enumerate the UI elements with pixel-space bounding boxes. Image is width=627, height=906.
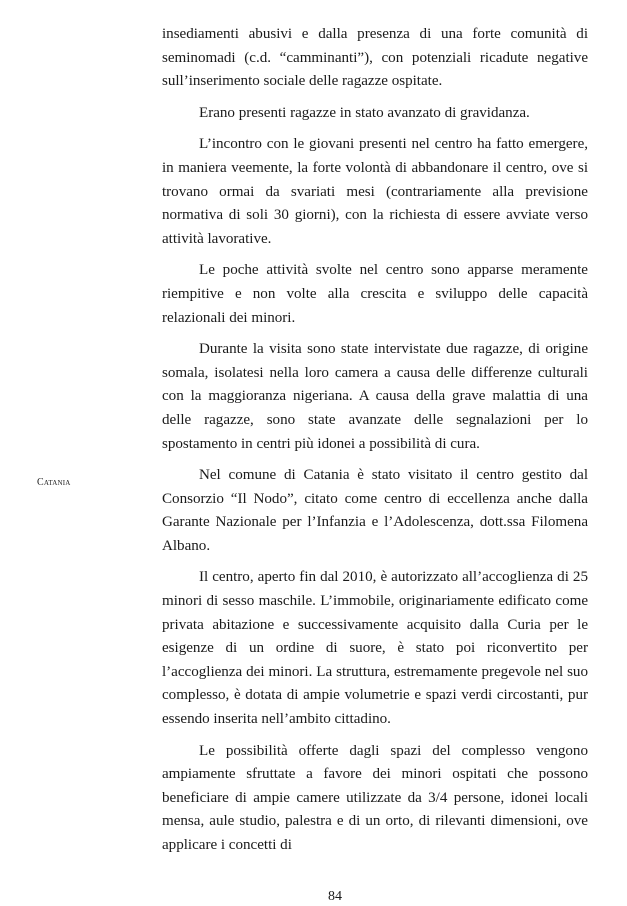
page-number: 84 (328, 889, 342, 904)
paragraph: Le possibilità offerte dagli spazi del complesso vengono ampiamente sfruttate a favore dei minori ospitati che possono beneficiare di ampie camere utilizzate da 3/4 persone, idonei locali mensa, aule studio, palestra e di un orto, di rilevanti dimensioni, ove applicare i concetti di (162, 742, 588, 853)
paragraph-catania-intro: Nel comune di Catania è stato visitato il centro gestito dal Consorzio “Il Nodo”, citato come centro di eccellenza anche dalla Garante Nazionale per l’Infanzia e l’Adolescenza, dott.ssa Filomena Albano. (162, 467, 588, 554)
paragraph: Il centro, aperto fin dal 2010, è autorizzato all’accoglienza di 25 minori di sesso maschile. L’immobile, originariamente edificato come privata abitazione e successivamente acquisito dalla Curia per le esigenze di un ordine di suore, è stato poi riconvertito per l’accoglienza dei minori. La struttura, estremamente pregevole nel suo complesso, è dotata di ampie volumetrie e spazi verdi circostanti, pur essendo inserita nell’ambito cittadino. (162, 569, 588, 728)
paragraph: Le poche attività svolte nel centro sono apparse meramente riempitive e non volte alla crescita e sviluppo delle capacità relazionali dei minori. (162, 262, 588, 326)
text-column (162, 23, 588, 866)
paragraph: Erano presenti ragazze in stato avanzato di gravidanza. (199, 104, 530, 121)
paragraph-continuation: insediamenti abusivi e dalla presenza di una forte comunità di seminomadi (c.d. “camminanti”), con potenziali ricadute negative sull’inserimento sociale delle ragazze ospitate. (162, 26, 588, 90)
paragraph: L’incontro con le giovani presenti nel centro ha fatto emergere, in maniera veemente, la forte volontà di abbandonare il centro, ove si trovano ormai da svariati mesi (contrariamente alla previsione normativa di soli 30 giorni), con la richiesta di essere avviate verso attività lavorative. (162, 136, 588, 247)
margin-note-catania: Catania (37, 477, 71, 488)
paragraph: Durante la visita sono state intervistate due ragazze, di origine somala, isolatesi nella loro camera a causa delle differenze culturali con la maggioranza nigeriana. A causa della grave malattia di una delle ragazze, sono state avanzate delle segnalazioni per lo spostamento in centri più idonei a possibilità di cura. (162, 341, 588, 452)
